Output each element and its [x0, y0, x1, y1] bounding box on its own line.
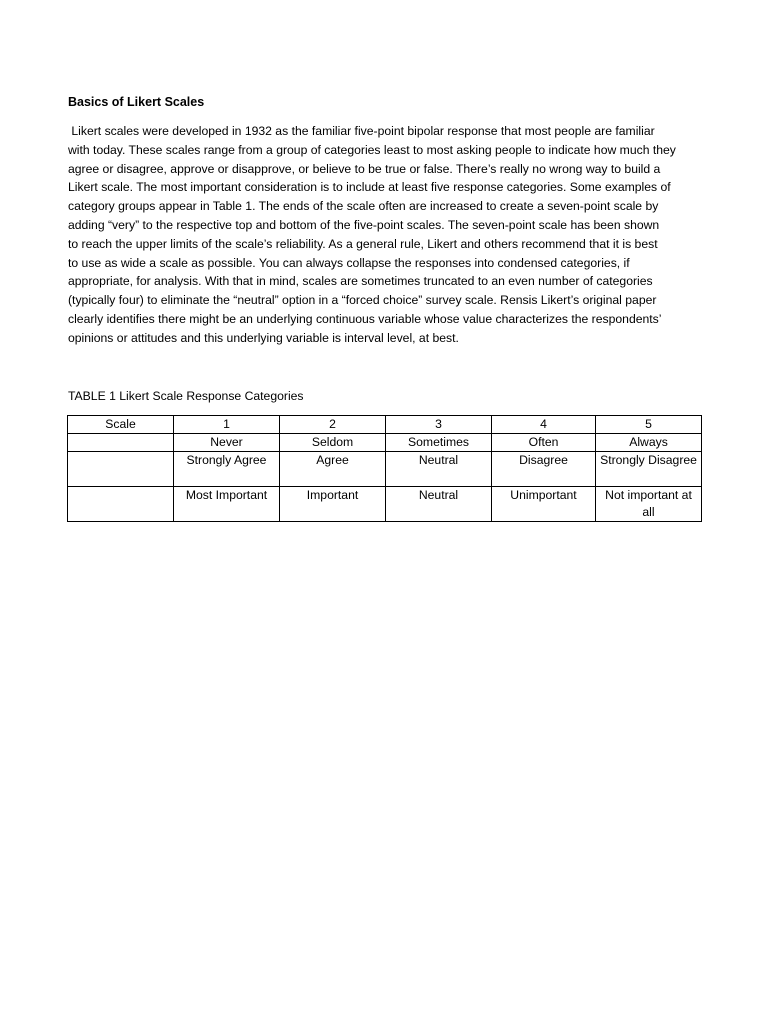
table-cell: Strongly Disagree	[596, 452, 702, 487]
section-heading: Basics of Likert Scales	[68, 95, 205, 109]
table-cell: Agree	[280, 452, 386, 487]
table-caption: TABLE 1 Likert Scale Response Categories	[68, 389, 304, 403]
table-cell: Most Important	[174, 487, 280, 522]
table-cell: Unimportant	[492, 487, 596, 522]
paragraph-line: Likert scales were developed in 1932 as the familiar five-point bipolar response that most people are familiar	[68, 124, 655, 138]
table-cell	[68, 487, 174, 522]
table-cell	[68, 452, 174, 487]
table-cell: Sometimes	[386, 434, 492, 452]
table-header-cell: Scale	[68, 416, 174, 434]
paragraph-line: opinions or attitudes and this underlying variable is interval level, at best.	[68, 330, 459, 345]
table-cell: Neutral	[386, 487, 492, 522]
likert-table	[67, 415, 702, 522]
paragraph-line: to reach the upper limits of the scale’s reliability. As a general rule, Likert and others recommend that it is best	[68, 236, 658, 251]
table-header-cell: 4	[492, 416, 596, 434]
paragraph-line: category groups appear in Table 1. The ends of the scale often are increased to create a seven-point scale by	[68, 199, 659, 214]
table-cell: Never	[174, 434, 280, 452]
table-cell	[68, 434, 174, 452]
table-cell: Not important at all	[596, 487, 702, 522]
paragraph-line: (typically four) to eliminate the “neutral” option in a “forced choice” survey scale. Rensis Likert’s original paper	[68, 293, 657, 308]
table-header-cell: 2	[280, 416, 386, 434]
table-row	[68, 434, 702, 452]
table-row	[68, 452, 702, 487]
table-header-cell: 5	[596, 416, 702, 434]
paragraph-line: appropriate, for analysis. With that in mind, scales are sometimes truncated to an even number of categories	[68, 274, 653, 289]
paragraph-line: to use as wide a scale as possible. You can always collapse the responses into condensed categories, if	[68, 255, 630, 270]
table-cell: Often	[492, 434, 596, 452]
paragraph-line: Likert scale. The most important consideration is to include at least five response categories. Some examples of	[68, 180, 671, 195]
table-cell: Important	[280, 487, 386, 522]
table-header-row	[68, 416, 702, 434]
table-row	[68, 487, 702, 522]
table-cell: Seldom	[280, 434, 386, 452]
table-cell: Disagree	[492, 452, 596, 487]
table-cell: Neutral	[386, 452, 492, 487]
table-header-cell: 1	[174, 416, 280, 434]
table-header-cell: 3	[386, 416, 492, 434]
table-cell: Always	[596, 434, 702, 452]
body-paragraph	[68, 122, 708, 348]
paragraph-line: agree or disagree, approve or disapprove, or believe to be true or false. There’s really no wrong way to build a	[68, 161, 661, 176]
paragraph-line: adding “very” to the respective top and bottom of the five-point scales. The seven-point scale has been shown	[68, 217, 660, 232]
table-cell: Strongly Agree	[174, 452, 280, 487]
paragraph-line: with today. These scales range from a group of categories least to most asking people to indicate how much they	[68, 142, 676, 157]
paragraph-line: clearly identifies there might be an underlying continuous variable whose value characterizes the respondents’	[68, 311, 662, 326]
